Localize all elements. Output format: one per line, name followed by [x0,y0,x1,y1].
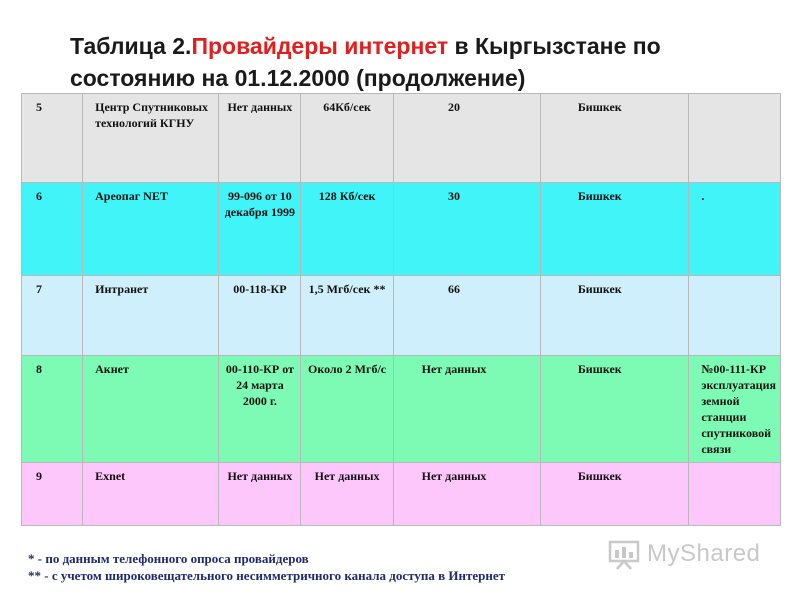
cell-city: Бишкек [541,276,689,356]
footnote-survey: * - по данным телефонного опроса провайдеров [28,551,309,566]
table-row [22,356,781,463]
cell-users: Нет данных [393,356,540,463]
cell-number: 8 [22,356,83,463]
cell-number: 6 [22,183,83,276]
cell-city: Бишкек [541,183,689,276]
cell-speed: Около 2 Мгб/с [301,356,394,463]
watermark-logo [607,537,760,571]
cell-provider-name: Exnet [83,463,219,526]
cell-speed: 64Кб/сек [301,94,394,183]
table-row [22,463,781,526]
cell-provider-name: Интранет [83,276,219,356]
cell-number: 7 [22,276,83,356]
cell-note [689,276,781,356]
table-row [22,183,781,276]
cell-number: 9 [22,463,83,526]
cell-note: №00-111-КР эксплуатация земной станции спутниковой связи [689,356,781,463]
presentation-board-icon [607,537,641,571]
footnote-broadcast: ** - с учетом широковещательного несимметричного канала доступа в Интернет [28,568,506,583]
cell-license: Нет данных [219,463,301,526]
table-row [22,276,781,356]
cell-note [689,94,781,183]
cell-license: Нет данных [219,94,301,183]
footnotes [28,550,505,584]
cell-users: 66 [393,276,540,356]
cell-city: Бишкек [541,463,689,526]
cell-speed: 1,5 Мгб/сек ** [301,276,394,356]
title-suffix: в Кыргызстане по состоянию на 01.12.2000 (продолжение) [70,33,661,91]
cell-provider-name: Центр Спутниковых технологий КГНУ [83,94,219,183]
cell-speed: 128 Кб/сек [301,183,394,276]
logo-text: MyShared [647,540,761,567]
cell-users: Нет данных [393,463,540,526]
title-accent: Провайдеры интернет [191,33,449,59]
cell-note [689,463,781,526]
cell-speed: Нет данных [301,463,394,526]
cell-city: Бишкек [541,356,689,463]
cell-note: . [689,183,781,276]
cell-users: 20 [393,94,540,183]
title-prefix: Таблица 2. [70,33,192,59]
table-row [22,94,781,183]
cell-city: Бишкек [541,94,689,183]
providers-table [21,93,781,526]
cell-users: 30 [393,183,540,276]
cell-license: 00-118-КР [219,276,301,356]
cell-license: 99-096 от 10 декабря 1999 [219,183,301,276]
cell-license: 00-110-КР от 24 марта 2000 г. [219,356,301,463]
cell-provider-name: Ареопаг NET [83,183,219,276]
slide-title [70,30,770,94]
cell-number: 5 [22,94,83,183]
cell-provider-name: Акнет [83,356,219,463]
